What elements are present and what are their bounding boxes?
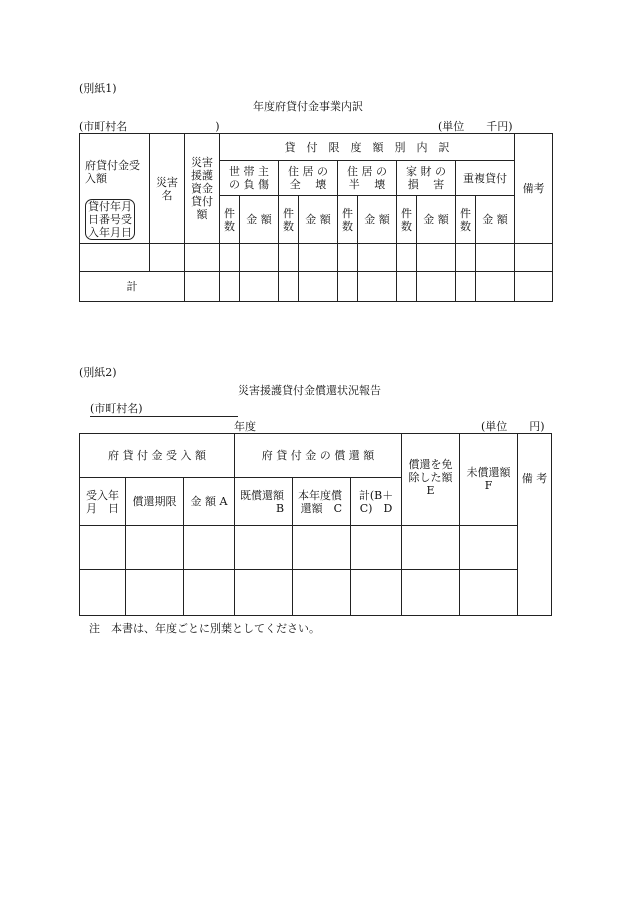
disaster-name-header: 災害 名 <box>150 134 185 244</box>
cell[interactable] <box>515 244 553 272</box>
category-injury: 世 帯 主 の 負 傷 <box>220 161 279 196</box>
cell[interactable] <box>185 244 220 272</box>
receipt-amount-header-text: 府貸付金受 入額 <box>85 159 140 185</box>
cell[interactable] <box>299 244 338 272</box>
form1-label: (別紙1) <box>79 82 117 95</box>
form2-municipality: (市町村名) <box>90 400 238 417</box>
repayment-group-header: 府 貸 付 金 の 償 還 額 <box>235 434 402 478</box>
amount-header: 金 額 <box>476 196 515 244</box>
cell[interactable] <box>417 244 456 272</box>
cell[interactable] <box>240 272 279 302</box>
cell[interactable] <box>476 244 515 272</box>
receipt-group-header: 府 貸 付 金 受 入 額 <box>80 434 235 478</box>
amount-header: 金 額 <box>358 196 397 244</box>
cell[interactable] <box>220 244 240 272</box>
cell[interactable] <box>338 272 358 302</box>
remarks-header: 備考 <box>515 134 553 244</box>
category-house-total: 住 居 の 全 壊 <box>279 161 338 196</box>
cell[interactable] <box>299 272 338 302</box>
exempted-amount-header: 償還を免 除した額 E <box>402 434 460 526</box>
count-header: 件 数 <box>220 196 240 244</box>
cell[interactable] <box>80 244 150 272</box>
receipt-detail-bracket: 貸付年月 日番号受 入年月日 <box>85 199 135 240</box>
cell[interactable] <box>126 570 184 616</box>
amount-header: 金 額 <box>417 196 456 244</box>
table-row <box>80 570 552 616</box>
total-label: 計 <box>80 272 185 302</box>
cell[interactable] <box>126 526 184 570</box>
cell[interactable] <box>515 272 553 302</box>
form2-label: (別紙2) <box>79 366 117 379</box>
cell[interactable] <box>235 570 293 616</box>
category-goods: 家 財 の 損 害 <box>397 161 456 196</box>
amount-header: 金 額 <box>299 196 338 244</box>
form2-title: 災害援護貸付金償還状況報告 <box>238 384 381 397</box>
cell[interactable] <box>184 570 235 616</box>
cell[interactable] <box>279 272 299 302</box>
cell[interactable] <box>220 272 240 302</box>
total-d-header: 計(B＋ C) D <box>351 478 402 526</box>
cell[interactable] <box>80 570 126 616</box>
count-header: 件 数 <box>279 196 299 244</box>
table-row <box>80 244 553 272</box>
current-c-header: 本年度償 還額 C <box>293 478 351 526</box>
count-header: 件 数 <box>397 196 417 244</box>
remarks-header: 備 考 <box>518 434 552 616</box>
cell[interactable] <box>184 526 235 570</box>
cell[interactable] <box>476 272 515 302</box>
cell[interactable] <box>460 526 518 570</box>
cell[interactable] <box>402 570 460 616</box>
cell[interactable] <box>456 272 476 302</box>
cell[interactable] <box>293 570 351 616</box>
table-row <box>80 526 552 570</box>
cell[interactable] <box>80 526 126 570</box>
cell[interactable] <box>358 244 397 272</box>
cell[interactable] <box>460 570 518 616</box>
cell[interactable] <box>397 272 417 302</box>
cell[interactable] <box>185 272 220 302</box>
cell[interactable] <box>351 526 402 570</box>
cell[interactable] <box>456 244 476 272</box>
receipt-amount-header <box>80 134 150 244</box>
cell[interactable] <box>397 244 417 272</box>
cell[interactable] <box>235 526 293 570</box>
receipt-date-header: 受入年 月 日 <box>80 478 126 526</box>
limit-breakdown-header: 貸 付 限 度 額 別 内 訳 <box>220 134 515 161</box>
cell[interactable] <box>240 244 279 272</box>
form2-unit: (単位 円) <box>481 420 545 433</box>
cell[interactable] <box>351 570 402 616</box>
category-duplicate: 重複貸付 <box>456 161 515 196</box>
cell[interactable] <box>358 272 397 302</box>
unpaid-amount-header: 未償還額 F <box>460 434 518 526</box>
form2-note: 注 本書は、年度ごとに別葉としてください。 <box>89 622 320 635</box>
form1-municipality: (市町村名 ) <box>79 120 220 133</box>
count-header: 件 数 <box>338 196 358 244</box>
cell[interactable] <box>402 526 460 570</box>
cell[interactable] <box>417 272 456 302</box>
form1-title: 年度府貸付金事業内訳 <box>253 100 363 113</box>
total-row <box>80 272 553 302</box>
category-house-half: 住 居 の 半 壊 <box>338 161 397 196</box>
support-amount-header: 災害 援護 資金 貸付 額 <box>185 134 220 244</box>
form2-year: 年度 <box>234 420 256 433</box>
count-header: 件 数 <box>456 196 476 244</box>
repayment-period-header: 償還期限 <box>126 478 184 526</box>
cell[interactable] <box>279 244 299 272</box>
form2-table <box>79 433 552 616</box>
cell[interactable] <box>338 244 358 272</box>
amount-a-header: 金 額 A <box>184 478 235 526</box>
amount-header: 金 額 <box>240 196 279 244</box>
cell[interactable] <box>293 526 351 570</box>
cell[interactable] <box>150 244 185 272</box>
repaid-b-header: 既償還額 B <box>235 478 293 526</box>
form1-unit: (単位 千円) <box>438 120 513 133</box>
form1-table <box>79 133 553 302</box>
